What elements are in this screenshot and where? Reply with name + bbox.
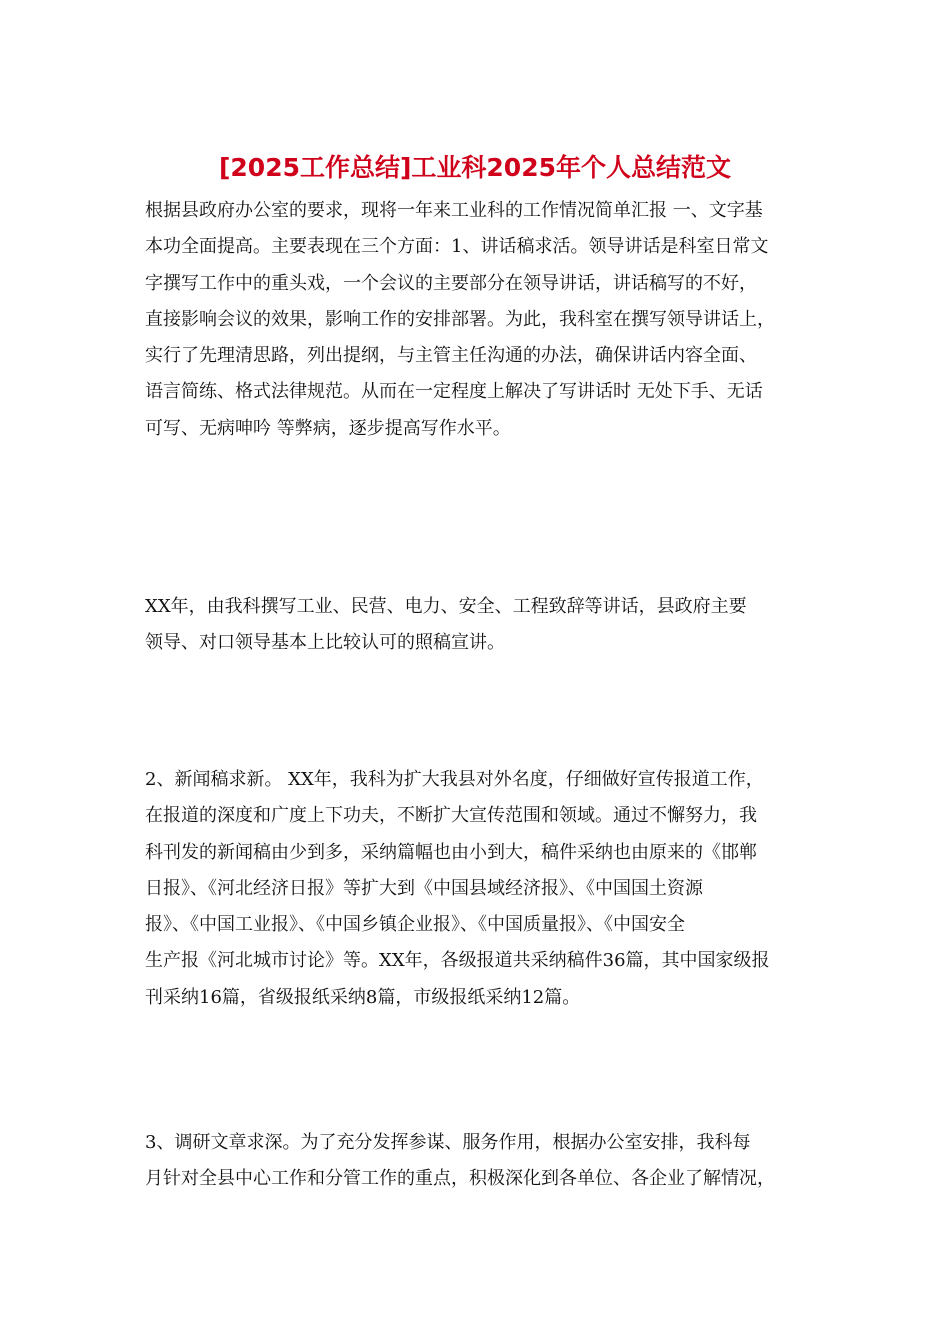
text-line: 日报》、《河北经济日报》等扩大到《中国县域经济报》、《中国国土资源 [145,877,703,899]
text-line: 语言简练、格式法律规范。从而在一定程度上解决了写讲话时 无处下手、无话 [145,381,763,403]
text-line: 报》、《中国工业报》、《中国乡镇企业报》、《中国质量报》、《中国安全 [145,914,685,936]
text-line: 可写、无病呻吟 等弊病，逐步提高写作水平。 [145,417,511,439]
text-line: 直接影响会议的效果，影响工作的安排部署。为此，我科室在撰写领导讲话上， [145,308,775,330]
text-line: 领导、对口领导基本上比较认可的照稿宣讲。 [145,632,505,654]
text-line: 字撰写工作中的重头戏，一个会议的主要部分在领导讲话，讲话稿写的不好， [145,272,757,294]
paragraph-2 [145,589,810,662]
text-line: 生产报《河北城市讨论》等。XX年，各级报道共采纳稿件36篇，其中国家级报 [145,950,770,972]
paragraph-4 [145,1125,810,1198]
text-line: 2、新闻稿求新。 XX年，我科为扩大我县对外名度，仔细做好宣传报道工作， [145,769,764,790]
text-line: 在报道的深度和广度上下功夫，不断扩大宣传范围和领域。通过不懈努力，我 [145,805,757,827]
text-line: 科刊发的新闻稿由少到多，采纳篇幅也由小到大，稿件采纳也由原来的《邯郸 [145,841,757,863]
text-line: XX年，由我科撰写工业、民营、电力、安全、工程致辞等讲话，县政府主要 [145,596,747,617]
paragraph-1 [145,193,810,447]
text-line: 刊采纳16篇，省级报纸采纳8篇，市级报纸采纳12篇。 [145,986,581,1008]
document-title: [2025工作总结]工业科2025年个人总结范文 [218,153,731,182]
text-line: 实行了先理清思路，列出提纲，与主管主任沟通的办法，确保讲话内容全面、 [145,345,757,367]
text-line: 月针对全县中心工作和分管工作的重点，积极深化到各单位、各企业了解情况， [145,1168,775,1190]
paragraph-3 [145,762,810,1016]
text-line: 3、调研文章求深。为了充分发挥参谋、服务作用，根据办公室安排，我科每 [145,1132,751,1153]
text-line: 本功全面提高。主要表现在三个方面：1、讲话稿求活。领导讲话是科室日常文 [145,236,769,258]
text-line: 根据县政府办公室的要求，现将一年来工业科的工作情况简单汇报 一、文字基 [145,200,763,221]
